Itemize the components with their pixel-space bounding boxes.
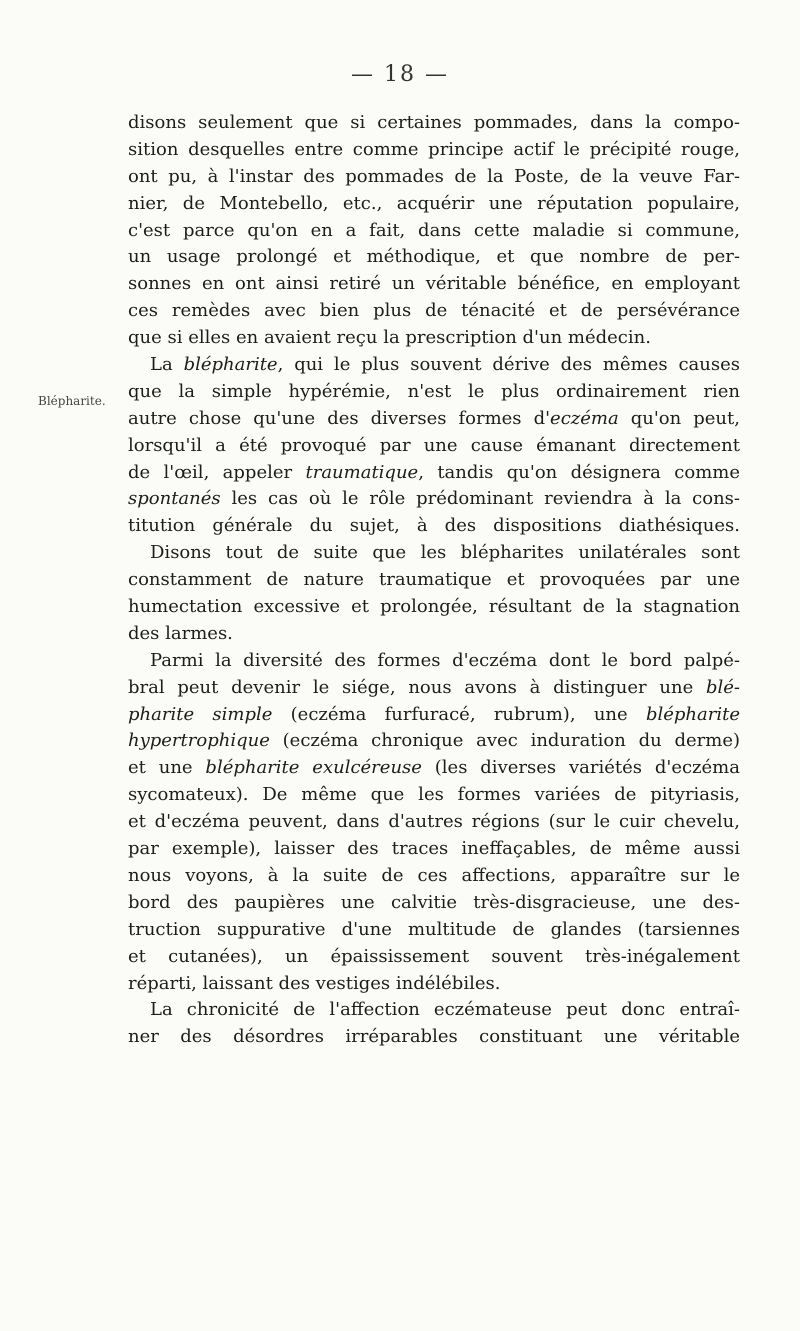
text-line: nier, de Montebello, etc., acquérir une réputation populaire, [128, 192, 740, 214]
text-line: truction suppurative d'une multitude de glandes (tarsiennes [128, 918, 740, 940]
text-line [128, 755, 740, 782]
text-line: sycomateux). De même que les formes variées de pityriasis, [128, 784, 740, 806]
text-line: La chronicité de l'affection eczémateuse peut donc entraî- [150, 999, 740, 1021]
text-segment: (eczéma chronique avec induration du derme) [269, 730, 740, 752]
text-segment: , qui le plus souvent dérive des mêmes causes [277, 354, 740, 376]
text-line: Disons tout de suite que les blépharites unilatérales sont [150, 542, 740, 564]
text-line: bord des paupières une calvitie très-disgracieuse, une des- [128, 891, 740, 913]
text-line: et cutanées), un épaississement souvent très-inégalement [128, 945, 740, 967]
body-text [128, 110, 740, 1051]
text-line: disons seulement que si certaines pommades, dans la compo- [128, 112, 740, 133]
italic-term: blé- [705, 676, 740, 698]
italic-term: blépharite exulcéreuse [205, 757, 422, 779]
text-line: Parmi la diversité des formes d'eczéma dont le bord palpé- [150, 649, 740, 671]
text-line [128, 486, 740, 513]
text-line: nous voyons, à la suite de ces affections, apparaître sur le [128, 864, 740, 886]
italic-term: traumatique [305, 461, 419, 483]
text-segment: (eczéma furfuracé, rubrum), une [272, 703, 646, 725]
text-line: un usage prolongé et méthodique, et que nombre de per- [128, 246, 740, 268]
text-line [128, 352, 740, 379]
text-segment: les cas où le rôle prédominant reviendra à la cons- [220, 488, 740, 510]
text-line [128, 460, 740, 487]
italic-term: spontanés [128, 488, 221, 510]
text-line: titution générale du sujet, à des dispositions diathésiques. [128, 515, 740, 537]
text-segment: , tandis qu'on désignera comme [418, 461, 740, 483]
text-segment: autre chose qu'une des diverses formes d' [128, 407, 551, 429]
italic-term: eczéma [550, 407, 619, 429]
text-line: ces remèdes avec bien plus de ténacité et de persévérance [128, 300, 740, 322]
text-line: réparti, laissant des vestiges indélébiles. [128, 972, 501, 994]
text-segment: de l'œil, appeler [128, 461, 306, 483]
text-line: constamment de nature traumatique et provoquées par une [128, 569, 740, 591]
text-segment: (les diverses variétés d'eczéma [421, 757, 740, 779]
text-line [128, 702, 740, 729]
text-line: ont pu, à l'instar des pommades de la Poste, de la veuve Far- [128, 165, 740, 187]
italic-term: hypertrophique [128, 730, 270, 752]
italic-term: pharite simple [128, 703, 273, 725]
page-number: — 18 — [351, 62, 449, 87]
text-line [128, 406, 740, 433]
text-line: que la simple hypérémie, n'est le plus ordinairement rien [128, 380, 740, 402]
text-line: lorsqu'il a été provoqué par une cause émanant directement [128, 434, 740, 456]
text-line: c'est parce qu'on en a fait, dans cette maladie si commune, [128, 219, 740, 241]
text-line: ner des désordres irréparables constituant une véritable [128, 1026, 740, 1048]
italic-term: blépharite [645, 703, 740, 725]
text-line: et d'eczéma peuvent, dans d'autres régions (sur le cuir chevelu, [128, 811, 740, 833]
text-segment: bral peut devenir le siége, nous avons à distinguer une [128, 676, 706, 698]
text-line: des larmes. [128, 622, 233, 644]
text-line [128, 728, 740, 755]
margin-note: Blépharite. [38, 394, 106, 408]
text-segment: qu'on peut, [618, 407, 740, 429]
text-line: par exemple), laisser des traces ineffaçables, de même aussi [128, 838, 740, 860]
text-line: que si elles en avaient reçu la prescription d'un médecin. [128, 327, 651, 349]
text-segment: et une [128, 757, 206, 779]
text-line [128, 675, 740, 702]
text-line: humectation excessive et prolongée, résultant de la stagnation [128, 596, 740, 618]
text-segment: La [150, 354, 184, 376]
italic-term: blépharite [183, 354, 278, 376]
text-line: sition desquelles entre comme principe actif le précipité rouge, [128, 138, 740, 160]
text-line: sonnes en ont ainsi retiré un véritable bénéfice, en employant [128, 273, 740, 295]
